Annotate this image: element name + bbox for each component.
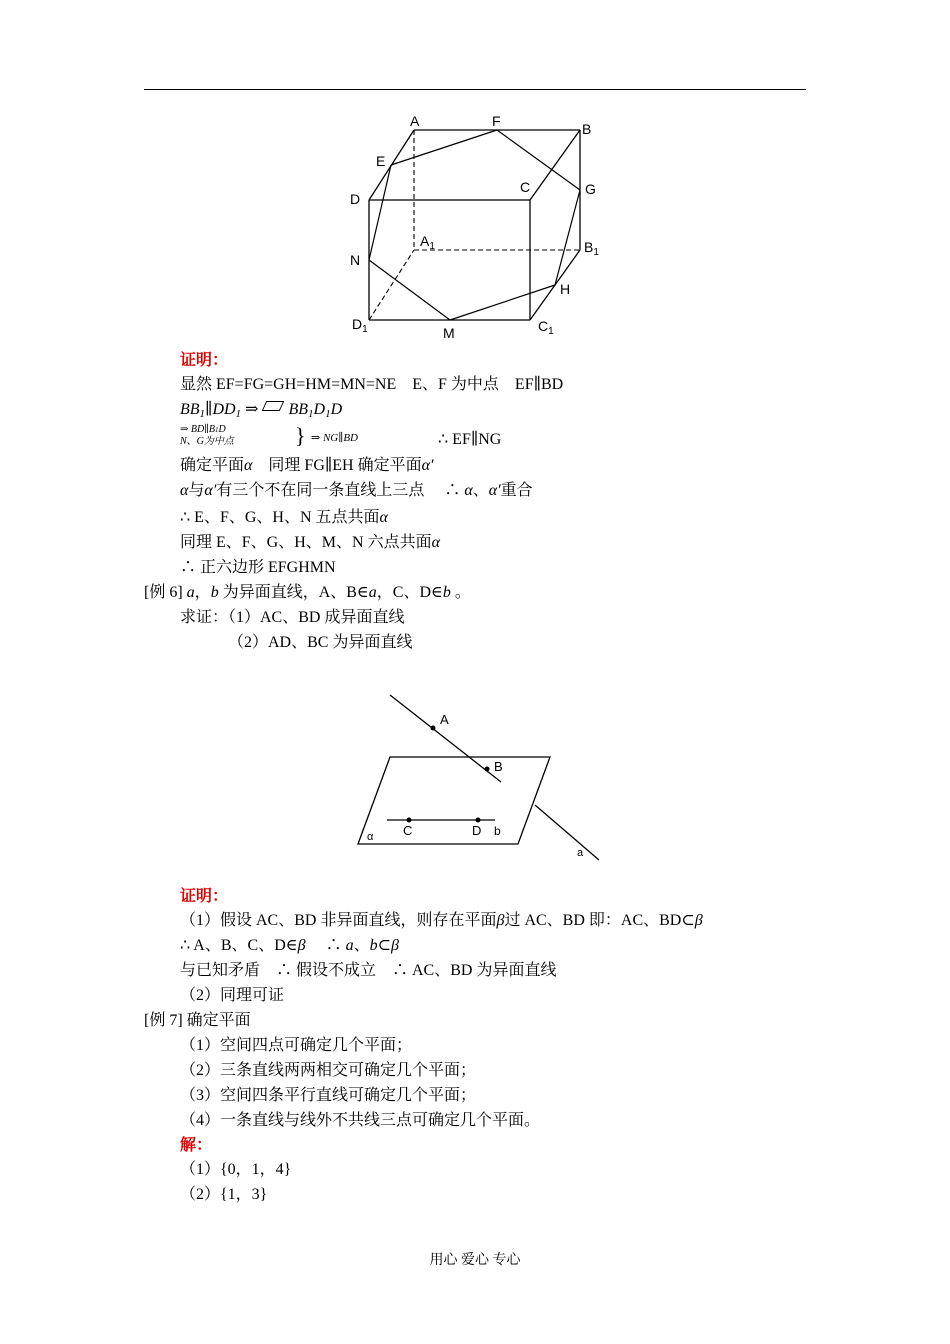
cube-figure bbox=[340, 110, 610, 345]
example6-prove2: （2）AD、BC 为异面直线 bbox=[228, 634, 413, 651]
proof1-line8: ∴ 正六边形 EFGHMN bbox=[180, 559, 336, 576]
example6-statement: [例 6] a，b 为异面直线，A、B∈a，C、D∈b 。 bbox=[144, 584, 471, 601]
label-H: H bbox=[560, 281, 571, 297]
document-page: A F B E C G D $A_1$ $B_1$ N H $D_1$ M $C_1$ 证明： 显然 EF=FG=GH=HM=MN=NE E、F 为中点 EF∥BD BB1∥DD1 ⇒ BB1D1D ⇒ BD∥B1D N、G为中点 } ⇒ NG∥BD ∴ EF∥NG 确定平面α 同理 FG∥EH 确定平面α′ α与α′有三个不在同一条直线上三点 ∴ α、α′重合 ∴ E、F、G、H、N 五点共面α 同理 E、F、G、H、M、N 六点共面α ∴ 正六边形 EFGHMN [例 6] a，b 为异面直线，A、B∈a，C、D∈b 。 求证：（1）AC、BD 成异面直线 （2）AD、BC 为异面直线 A B C D b α a 证明： （1）假设 AC、BD 非异面直线，则存在平面β过 AC、BD 即：AC、BD⊂β ∴ A、B、C、D∈β ∴ a、b⊂β 与已知矛盾 ∴ 假设不成立 ∴ AC、BD 为异面直线 （2）同理可证 [例 7] 确定平面 （1）空间四点可确定几个平面； （2）三条直线两两相交可确定几个平面； （3）空间四条平行直线可确定几个平面； （4）一条直线与线外不共线三点可确定几个平面。 解： （1）{0，1，4} （2）{1，3} 用心 爱心 专心 bbox=[0, 0, 950, 1344]
example7-q4: （4）一条直线与线外不共线三点可确定几个平面。 bbox=[180, 1112, 541, 1129]
label-N: N bbox=[350, 252, 361, 268]
label-G: G bbox=[585, 181, 596, 197]
example7-heading: 解： bbox=[180, 1137, 213, 1154]
example7-a2: （2）{1，3} bbox=[180, 1186, 268, 1203]
example7-q1: （1）空间四点可确定几个平面； bbox=[180, 1037, 413, 1054]
proof1-line2: BB1∥DD1 ⇒ BB1D1D bbox=[180, 401, 343, 420]
label-C: C bbox=[403, 823, 413, 838]
proof1-line4: 确定平面α 同理 FG∥EH 确定平面α′ bbox=[180, 457, 434, 474]
label-B: B bbox=[582, 121, 592, 137]
proof2-heading: 证明： bbox=[180, 888, 229, 905]
proof1-heading: 证明： bbox=[180, 352, 229, 369]
label-E: E bbox=[376, 153, 386, 169]
example7-q3: （3）空间四条平行直线可确定几个平面； bbox=[180, 1087, 477, 1104]
label-D: D bbox=[472, 823, 482, 838]
proof2-line4: （2）同理可证 bbox=[180, 987, 285, 1004]
example7-q2: （2）三条直线两两相交可确定几个平面； bbox=[180, 1062, 477, 1079]
proof2-line2: ∴ A、B、C、D∈β ∴ a、b⊂β bbox=[180, 937, 399, 954]
header-rule bbox=[144, 89, 806, 90]
label-C1: $C_1$ bbox=[538, 318, 554, 337]
proof1-line1: 显然 EF=FG=GH=HM=MN=NE E、F 为中点 EF∥BD bbox=[180, 376, 564, 393]
page-footer: 用心 爱心 专心 bbox=[429, 1253, 521, 1268]
label-a: a bbox=[577, 847, 584, 859]
label-A: A bbox=[440, 712, 449, 727]
label-b: b bbox=[494, 824, 501, 838]
label-A: A bbox=[410, 113, 420, 129]
label-A1: $A_1$ bbox=[420, 233, 435, 252]
label-F: F bbox=[492, 113, 501, 129]
label-D1: $D_1$ bbox=[352, 316, 368, 335]
skew-lines-figure bbox=[355, 690, 605, 865]
proof2-line1: （1）假设 AC、BD 非异面直线，则存在平面β过 AC、BD 即：AC、BD⊂β bbox=[180, 912, 703, 929]
example7-a1: （1）{0，1，4} bbox=[180, 1161, 292, 1178]
proof1-line5: α与α′有三个不在同一条直线上三点 ∴ α、α′重合 bbox=[180, 482, 533, 499]
label-C: C bbox=[520, 179, 531, 195]
label-B: B bbox=[494, 759, 503, 774]
label-M: M bbox=[443, 325, 455, 341]
label-B1: $B_1$ bbox=[584, 239, 599, 258]
proof2-line3: 与已知矛盾 ∴ 假设不成立 ∴ AC、BD 为异面直线 bbox=[180, 962, 557, 979]
label-alpha: α bbox=[367, 831, 374, 843]
label-D: D bbox=[350, 191, 361, 207]
example6-prove1: 求证：（1）AC、BD 成异面直线 bbox=[180, 609, 405, 626]
proof1-line6: ∴ E、F、G、H、N 五点共面α bbox=[180, 509, 388, 526]
example7-title: [例 7] 确定平面 bbox=[144, 1012, 251, 1029]
parallelogram-icon bbox=[262, 401, 285, 411]
proof1-line7: 同理 E、F、G、H、M、N 六点共面α bbox=[180, 534, 440, 551]
